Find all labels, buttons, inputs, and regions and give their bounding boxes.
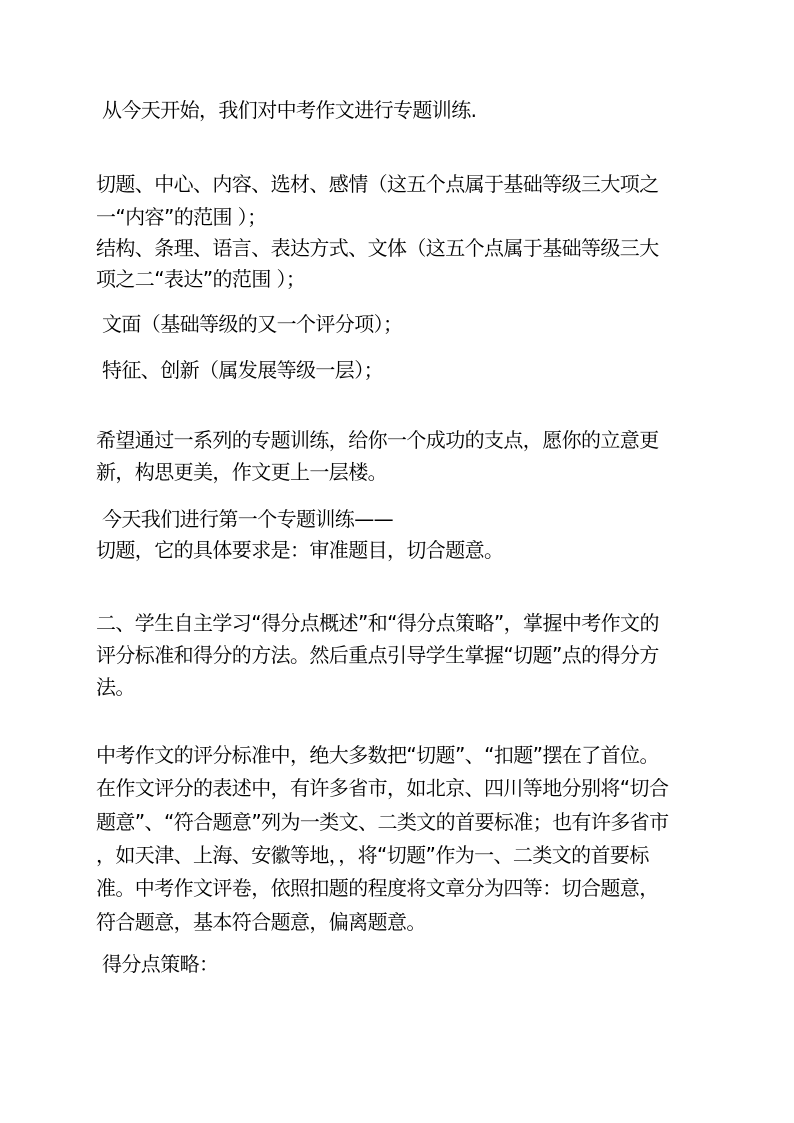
standard-line-6: 符合题意，基本符合题意，偏离题意。 bbox=[96, 910, 426, 934]
content-points-line-2: 一“内容”的范围 ）； bbox=[96, 205, 267, 229]
hope-line-1: 希望通过一系列的专题训练，给你一个成功的支点，愿你的立意更 bbox=[96, 428, 659, 452]
standard-line-4: ，如天津、上海、安徽等地，，将“切题”作为一、二类文的首要标 bbox=[96, 843, 649, 867]
expression-points-line-1: 结构、条理、语言、表达方式、文体（这五个点属于基础等级三大 bbox=[96, 236, 659, 260]
first-training-line: 今天我们进行第一个专题训练—— bbox=[102, 507, 393, 531]
intro-line: 从今天开始，我们对中考作文进行专题训练. bbox=[102, 98, 477, 122]
standard-line-1: 中考作文的评分标准中，绝大多数把“切题”、“扣题”摆在了首位。 bbox=[96, 743, 659, 767]
section-two-line-2: 评分标准和得分的方法。然后重点引导学生掌握“切题”点的得分方 bbox=[96, 643, 659, 667]
standard-line-2: 在作文评分的表述中，有许多省市，如北京、四川等地分别将“切合 bbox=[96, 776, 669, 800]
content-points-line-1: 切题、中心、内容、选材、感情（这五个点属于基础等级三大项之 bbox=[96, 172, 659, 196]
section-two-line-1: 二、学生自主学习“得分点概述”和“得分点策略”，掌握中考作文的 bbox=[96, 611, 659, 635]
development-point-line: 特征、创新（属发展等级一层）； bbox=[102, 358, 383, 382]
surface-point-line: 文面（基础等级的又一个评分项）； bbox=[102, 312, 403, 336]
expression-points-line-2: 项之二“表达”的范围 ）； bbox=[96, 267, 306, 291]
strategy-heading: 得分点策略： bbox=[102, 952, 219, 976]
section-two-line-3: 法。 bbox=[96, 675, 135, 699]
hope-line-2: 新，构思更美，作文更上一层楼。 bbox=[96, 460, 387, 484]
standard-line-3: 题意”、“符合题意”列为一类文、二类文的首要标准；也有许多省市 bbox=[96, 810, 669, 834]
requirement-line: 切题，它的具体要求是：审准题目，切合题意。 bbox=[96, 538, 504, 562]
standard-line-5: 准。中考作文评卷，依照扣题的程度将文章分为四等：切合题意， bbox=[96, 876, 659, 900]
